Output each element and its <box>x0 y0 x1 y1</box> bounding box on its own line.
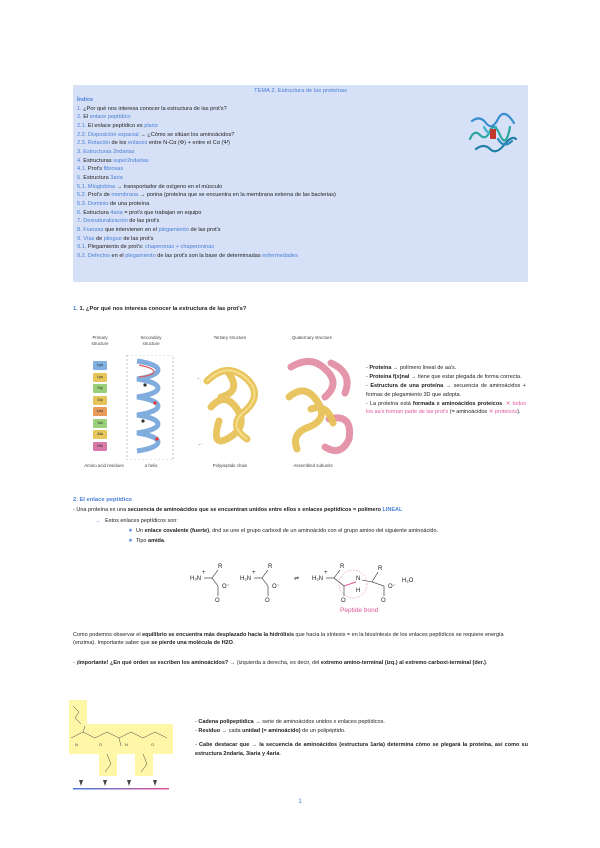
index-box <box>73 85 528 282</box>
fig-label-chain: Polypeptide chain <box>212 463 248 468</box>
index-item: 3. Estructuras 2ndarias <box>77 148 135 155</box>
section2-star2: ★ Tipo amida. <box>128 538 166 544</box>
svg-text:H₃N: H₃N <box>312 576 324 582</box>
svg-text:R: R <box>340 564 345 570</box>
peptide-bond-reaction <box>188 552 448 614</box>
index-list <box>77 96 336 260</box>
index-item: 2.3. Rotación de los enlaces entre N-Cα (Φ) + entre el Cα (Ψ) <box>77 140 230 147</box>
alpha-helix-image <box>125 355 175 460</box>
index-item: 9. Vías de pliegue de las prot's <box>77 235 154 242</box>
svg-text:R: R <box>218 564 223 570</box>
fig-label-aa: Amino acid residues <box>84 463 124 468</box>
index-item: 8. Fuerzas que intervienen en el plegamiento de las prot's <box>77 226 221 233</box>
fig-label-subunits: Assembled subunits <box>293 463 333 468</box>
section1-bullets <box>366 364 526 417</box>
amino-acid-chain <box>93 361 107 453</box>
svg-text:+: + <box>202 570 206 576</box>
index-item: 2. El enlace peptídico <box>77 114 131 121</box>
fig-label-secondary: Secondary structure <box>140 335 162 346</box>
index-heading: Índice <box>77 97 94 103</box>
index-item: 5.1. Mioglobina → transportador de oxígeno en el músculo <box>77 183 223 190</box>
bullet-funcional: - Proteína f(x)nal → tiene que estar plegada de forma correcta. <box>366 374 522 381</box>
index-item: 9.1. Plegamiento de prot's: chaperonas + chaperoninas <box>77 244 215 251</box>
svg-text:H: H <box>356 588 361 594</box>
index-item: 4. Estructuras super2ndarias <box>77 157 149 164</box>
heme-group <box>490 129 496 139</box>
amino-acid-residue: Leu <box>93 407 107 416</box>
section2-arrow-line: → Estos enlaces peptídicos son: <box>95 518 178 524</box>
index-item: 2.2. Disposición espacial → ¿Cómo se sitúan los aminoácidos? <box>77 131 235 138</box>
amino-acid-residue: Ala <box>93 430 107 439</box>
index-item: 9.2. Defectos en el plegamiento de las prot's son la base de determinadas enfermedades <box>77 252 298 259</box>
section2-line1: - Una proteína es una secuencia de aminoácidos que se encuentran unidos entre ellos x enlaces peptídicos = polímero LINEAL <box>73 507 403 513</box>
amino-acid-residue: Val <box>93 419 107 428</box>
svg-text:+: + <box>324 570 328 576</box>
protein-3d-image <box>464 109 522 155</box>
svg-text:O: O <box>99 742 103 747</box>
fig-label-primary: Primary structure <box>91 335 109 346</box>
section2-right-bullets <box>195 718 528 759</box>
protein-structure-figure <box>85 335 360 475</box>
equilibrium-paragraph: Como podemos observar el equilibrio se encuentra más desplazado hacia la hidrólisis que hacia la síntesis = en la biosíntesis de los enlaces peptídicos se requiere energía (enzima). Importante saber que se pierde una molécula de H2O. <box>73 632 504 646</box>
svg-text:O: O <box>381 598 386 604</box>
important-paragraph: - ¡Importante! ¿En qué orden se escriben los aminoácidos? → (izquierda a derecha, es decir, del extremo amino-terminal (izq.) al extremo carboxi-terminal (der.). <box>73 660 488 666</box>
svg-text:O⁻: O⁻ <box>388 584 396 590</box>
bullet-residuo: - Residuo → cada unidad (= aminoácido) de un polipéptido. <box>195 728 346 735</box>
svg-text:⇌: ⇌ <box>294 576 300 582</box>
svg-text:O: O <box>265 598 270 604</box>
bullet-cabe-destacar: - Cabe destacar que → la secuencia de aminoácidos (estructura 1aria) determina cómo se plegará la proteína, así como su estructura 2ndaria, 3iaria y 4aria. <box>195 742 528 757</box>
svg-text:N: N <box>125 742 128 747</box>
svg-text:O: O <box>151 742 155 747</box>
fig-label-quaternary: Quaternary structure <box>291 335 333 340</box>
svg-text:H₃N: H₃N <box>240 576 252 582</box>
svg-text:N: N <box>75 742 78 747</box>
amino-acid-residue: Gly <box>93 384 107 393</box>
svg-text:O⁻: O⁻ <box>272 584 280 590</box>
svg-text:N: N <box>356 576 361 582</box>
svg-text:R: R <box>268 564 273 570</box>
index-item: 6. Estructura 4aria = prot's que trabajan en equipo <box>77 209 202 216</box>
water-label: H₂O <box>402 578 414 584</box>
svg-text:O: O <box>215 598 220 604</box>
section2-title: 2. El enlace peptídico <box>73 497 132 503</box>
quaternary-structure-image <box>281 353 361 461</box>
index-title: TEMA 2. Estructura de las proteínas <box>253 88 348 94</box>
section2-star1: ★ Un enlace covalente (fuerte), dnd se une el grupo carboxil de un aminoácido con el grupo amino del siguiente aminoácido. <box>128 528 439 534</box>
index-item: 5.3. Dominio de una proteína <box>77 200 150 207</box>
bullet-cadena: - Cadena polipeptídica → serie de aminoácidos unidos x enlaces peptídicos. <box>195 719 385 725</box>
svg-text:H₃N: H₃N <box>190 576 202 582</box>
section1-title: 1. 1. ¿Por qué nos interesa conocer la estructura de las prot's? <box>73 306 247 312</box>
bullet-proteina: - Proteína → polímero lineal de aa's. <box>366 365 457 371</box>
index-item: 5.2. Prot's de membrana → porina (proteína que se encuentra en la membrana externa de las bacterias) <box>77 192 336 199</box>
fig-label-helix: α helix <box>144 463 158 468</box>
amino-acid-residue: His <box>93 442 107 451</box>
polypeptide-chain-image <box>65 698 175 790</box>
index-item: 5. Estructura 3aria <box>77 174 123 181</box>
index-item: 2.1. El enlace peptídico es plano <box>77 122 158 129</box>
svg-text:O: O <box>341 598 346 604</box>
svg-text:+: + <box>252 570 256 576</box>
svg-text:O⁻: O⁻ <box>222 584 230 590</box>
section1-title-text: 1. ¿Por qué nos interesa conocer la estructura de las prot's? <box>79 306 247 312</box>
index-item: 4.1. Prot's fibrosas <box>77 166 124 173</box>
peptide-bond-label: Peptide bond <box>340 607 379 614</box>
amino-acid-residue: Lys <box>93 361 107 370</box>
amino-acid-residue: Lys <box>93 373 107 382</box>
bullet-estructura: - Estructura de una proteína → secuencia de aminoácidos + formas de plegamiento 3D que adopta. <box>366 383 526 398</box>
bullet-aminoacidos: - La proteína está formada x aminoácidos proteicos. ✕ todos los aa's forman parte de las prot's (= aminoácidos ✕ proteicos). <box>366 400 526 416</box>
tertiary-structure-image <box>197 351 269 461</box>
page-number: 1 <box>298 798 302 805</box>
index-item: 1. ¿Por qué nos interesa conocer la estructura de las prot's? <box>77 105 227 112</box>
svg-text:R: R <box>378 566 383 572</box>
index-item: 7. Desnaturalización de las prot's <box>77 218 160 225</box>
amino-acid-residue: Gly <box>93 396 107 405</box>
fig-label-tertiary: Tertiary structure <box>213 335 247 340</box>
